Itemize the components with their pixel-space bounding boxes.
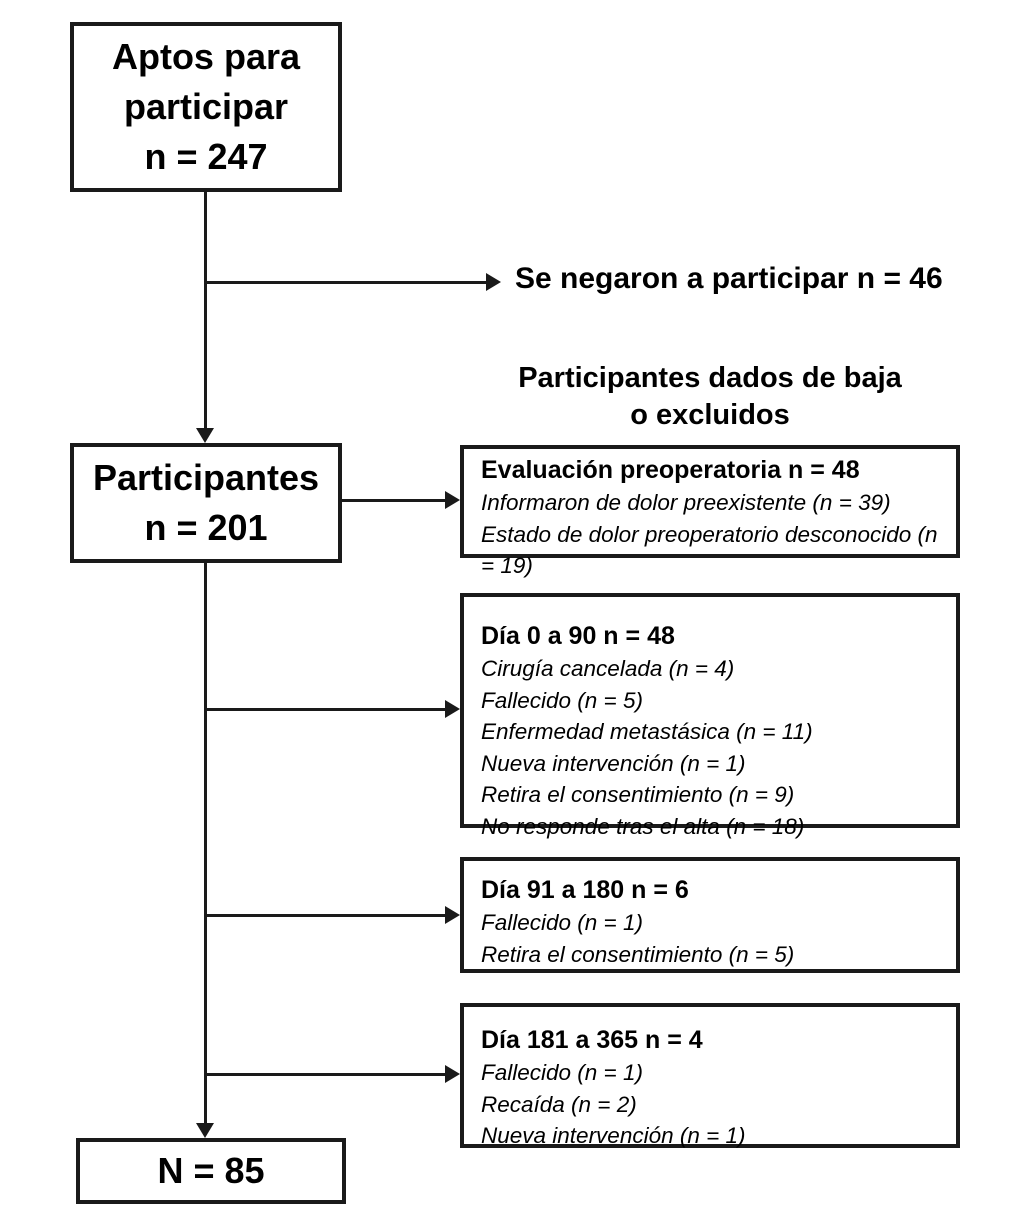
exclusion-item: Fallecido (n = 1) [481,910,643,935]
eligible-box-line2: participar [123,86,289,128]
declined-label: Se negaron a participar n = 46 [515,262,943,295]
connector-day181-365 [205,1073,446,1076]
exclusion-item: Retira el consentimiento (n = 9) [481,782,795,807]
eligible-box-line1: Aptos para [111,36,301,78]
exclusion-item: Retira el consentimiento (n = 5) [481,941,795,967]
exclusion-box-preoperative [460,445,960,578]
exclusion-item: Nueva intervención (n = 1) [481,750,746,776]
exclusion-item: Fallecido (n = 5) [481,687,643,713]
participants-box-count: n = 201 [144,507,268,548]
connector-day91-180 [205,914,446,917]
final-box-count: N = 85 [157,1150,265,1192]
eligible-box-count: n = 247 [144,135,268,177]
exclusion-item: Fallecido (n = 1) [481,1060,643,1085]
arrowhead-right-day181-365 [445,1065,460,1083]
exclusion-box-day0-90-title: Día 0 a 90 n = 48 [481,622,675,650]
exclusion-item: Informaron de dolor preexistente (n = 39) [481,490,891,515]
connector-declined [205,281,486,284]
exclusion-box-preoperative-title: Evaluación preoperatoria n = 48 [481,456,860,484]
final-box [76,1138,346,1204]
exclusion-box-day0-90 [460,593,960,839]
exclusion-item: Cirugía cancelada (n = 4) [481,656,735,681]
arrowhead-down-final [196,1123,214,1138]
eligible-box [70,22,342,192]
connector-preoperative [342,499,446,502]
participants-box [70,443,342,563]
exclusion-item: Nueva intervención (n = 1) [481,1123,746,1148]
arrowhead-right-day0-90 [445,700,460,718]
excluded-header-line1: Participantes dados de baja [518,362,902,394]
excluded-header [460,360,960,434]
connector-day0-90 [205,708,446,711]
exclusion-item: No responde tras el alta (n = 18) [481,813,805,839]
exclusion-item: Estado de dolor preoperatorio desconocido (n = 19) [481,521,938,578]
arrowhead-right-day91-180 [445,906,460,924]
exclusion-box-day91-180 [460,857,960,973]
exclusion-box-day181-365-title: Día 181 a 365 n = 4 [481,1026,703,1054]
exclusion-box-day181-365 [460,1003,960,1148]
arrowhead-down-participants [196,428,214,443]
exclusion-item: Enfermedad metastásica (n = 11) [481,719,813,744]
excluded-header-line2: o excluidos [630,399,790,431]
arrowhead-right-declined [486,273,501,291]
connector-eligible-to-participants [204,192,207,430]
participants-box-line1: Participantes [92,457,320,499]
connector-participants-to-final [204,561,207,1125]
arrowhead-right-preoperative [445,491,460,509]
exclusion-item: Recaída (n = 2) [481,1091,637,1117]
exclusion-box-day91-180-title: Día 91 a 180 n = 6 [481,876,689,904]
